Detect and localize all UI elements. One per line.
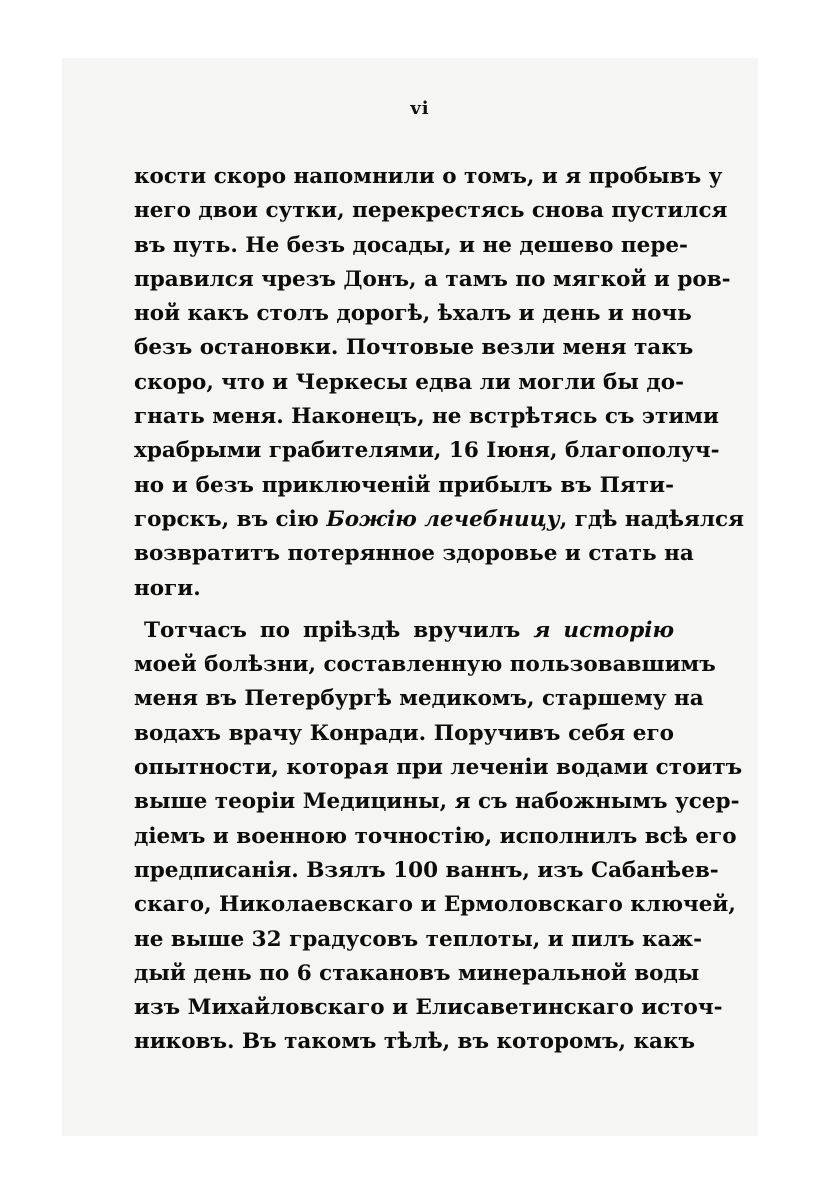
italic-phrase: я исторію (533, 617, 674, 643)
text-line: него двои сутки, перекрестясь снова пустился (134, 198, 728, 224)
text-line: предписанія. Взялъ 100 ваннъ, изъ Сабанѣев- (134, 857, 719, 883)
text-line: возвратитъ потерянное здоровье и стать на (134, 541, 694, 567)
text-line: скоро, что и Черкесы едва ли могли бы до- (134, 369, 685, 395)
text-line: храбрыми грабителями, 16 Іюня, благополуч- (134, 438, 720, 464)
body-text (134, 160, 744, 1060)
italic-phrase: Божію лечебницу (326, 506, 560, 532)
text-line: не выше 32 градусовъ теплоты, и пилъ каж- (134, 926, 703, 952)
text-line-with-italic (134, 614, 674, 648)
text-line: ной какъ столъ дорогѣ, ѣхалъ и день и ночь (134, 301, 692, 327)
text-line: безъ остановки. Почтовые везли меня такъ (134, 335, 694, 361)
text-line: діемъ и военною точностію, исполнилъ всѣ его (134, 823, 737, 849)
page-number: vi (410, 98, 430, 119)
text-line: водахъ врачу Конради. Поручивъ себя его (134, 720, 674, 746)
text-line: меня въ Петербургѣ медикомъ, старшему на (134, 686, 704, 712)
paragraph-gap (134, 606, 674, 614)
text-segment: , гдѣ надѣялся (559, 506, 744, 532)
text-line: дый день по 6 стакановъ минеральной воды (134, 960, 700, 986)
text-line: выше теоріи Медицины, я съ набожнымъ усер- (134, 789, 740, 815)
text-line: моей болѣзни, составленную пользовавшимъ (134, 652, 716, 678)
text-line: никовъ. Въ такомъ тѣлѣ, въ которомъ, какъ (134, 1029, 695, 1055)
text-line: правился чрезъ Донъ, а тамъ по мягкой и ров- (134, 266, 731, 292)
text-line-with-italic (134, 503, 744, 537)
text-segment: горскъ, въ сію (134, 506, 327, 532)
text-line: въ путь. Не безъ досады, и не дешево пере- (134, 232, 688, 258)
text-line: кости скоро напомнили о томъ, и я пробывъ у (134, 164, 723, 189)
text-line: гнать меня. Наконецъ, не встрѣтясь съ этими (134, 404, 719, 430)
text-line: опытности, которая при леченіи водами стоитъ (134, 755, 743, 781)
text-line: изъ Михайловскаго и Елисаветинскаго источ- (134, 995, 723, 1021)
text-segment: Тотчасъ по пріѣздѣ вручилъ (144, 617, 534, 643)
text-line: скаго, Николаевскаго и Ермоловскаго ключей, (134, 892, 736, 918)
text-line: но и безъ приключеній прибылъ въ Пяти- (134, 472, 674, 498)
text-line: ноги. (134, 575, 201, 601)
